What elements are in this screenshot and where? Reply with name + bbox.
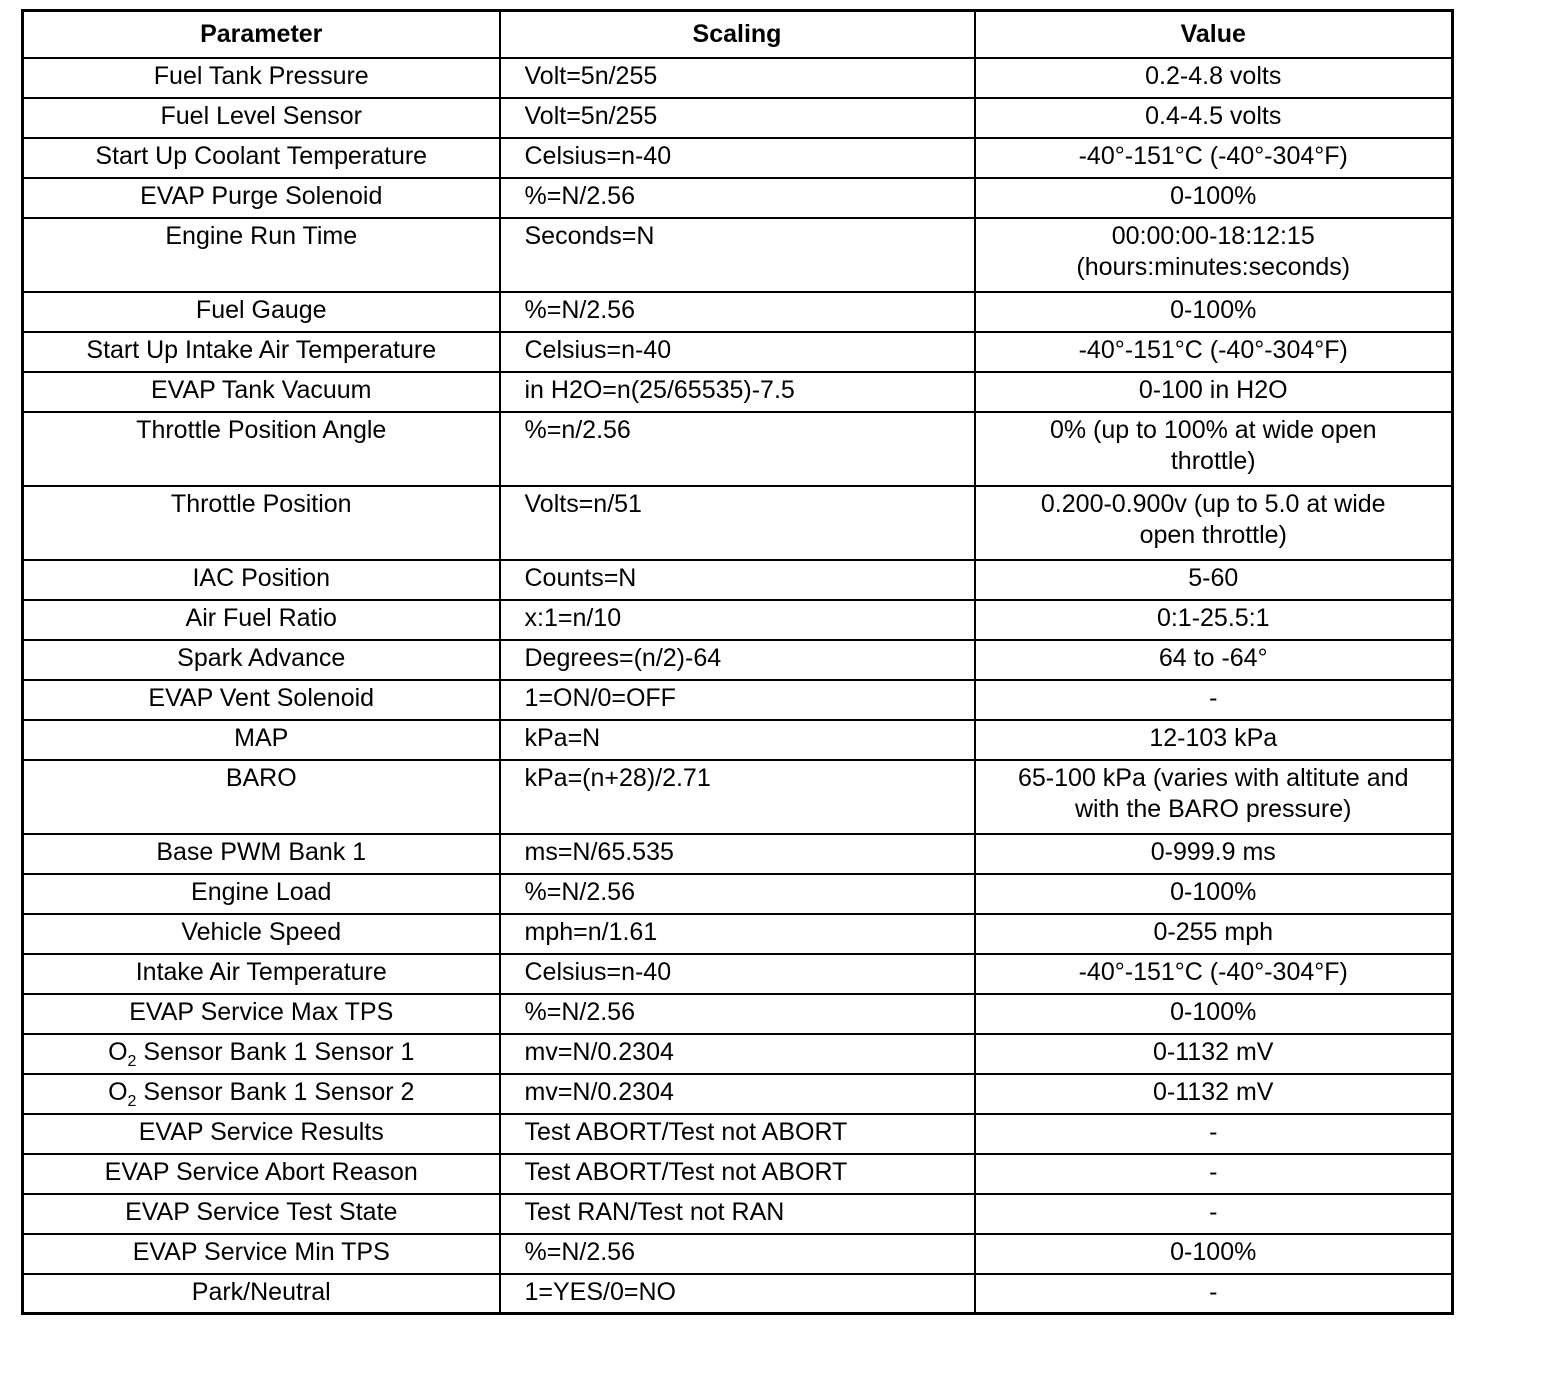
table-row — [23, 1274, 1453, 1314]
parameter-cell: EVAP Vent Solenoid — [23, 680, 500, 720]
value-cell: 0:1-25.5:1 — [975, 600, 1453, 640]
table-row — [23, 412, 1453, 486]
value-cell: 0-1132 mV — [975, 1034, 1453, 1074]
table-row — [23, 1194, 1453, 1234]
parameter-cell: BARO — [23, 760, 500, 834]
table-row — [23, 914, 1453, 954]
table-header — [23, 11, 1453, 58]
parameter-cell: EVAP Service Results — [23, 1114, 500, 1154]
scaling-cell: 1=YES/0=NO — [500, 1274, 975, 1314]
table-row — [23, 1034, 1453, 1074]
table-row — [23, 994, 1453, 1034]
table-row — [23, 760, 1453, 834]
scaling-cell: Test ABORT/Test not ABORT — [500, 1114, 975, 1154]
table-row — [23, 138, 1453, 178]
scaling-cell: Celsius=n-40 — [500, 138, 975, 178]
table-row — [23, 680, 1453, 720]
parameter-subscript: 2 — [127, 1092, 137, 1110]
table-row — [23, 98, 1453, 138]
scaling-cell: 1=ON/0=OFF — [500, 680, 975, 720]
parameter-cell — [23, 1074, 500, 1114]
scaling-cell: %=N/2.56 — [500, 874, 975, 914]
header-scaling: Scaling — [500, 11, 975, 58]
value-cell: 0.4-4.5 volts — [975, 98, 1453, 138]
scaling-cell: kPa=N — [500, 720, 975, 760]
scaling-cell: %=N/2.56 — [500, 292, 975, 332]
scaling-cell: %=N/2.56 — [500, 1234, 975, 1274]
parameter-cell: IAC Position — [23, 560, 500, 600]
header-parameter: Parameter — [23, 11, 500, 58]
scaling-cell: %=N/2.56 — [500, 994, 975, 1034]
parameter-cell: Intake Air Temperature — [23, 954, 500, 994]
scaling-cell: Seconds=N — [500, 218, 975, 292]
parameter-suffix: Sensor Bank 1 Sensor 2 — [136, 1077, 415, 1106]
parameter-cell: Park/Neutral — [23, 1274, 500, 1314]
value-cell: 0-100% — [975, 994, 1453, 1034]
table-row — [23, 834, 1453, 874]
scaling-cell: Test ABORT/Test not ABORT — [500, 1154, 975, 1194]
value-cell: 0.2-4.8 volts — [975, 58, 1453, 98]
value-cell: 0-100 in H2O — [975, 372, 1453, 412]
parameter-prefix: O — [108, 1077, 128, 1106]
parameter-cell: Engine Load — [23, 874, 500, 914]
table-row — [23, 720, 1453, 760]
table-row — [23, 292, 1453, 332]
scaling-cell: Celsius=n-40 — [500, 332, 975, 372]
value-cell: 5-60 — [975, 560, 1453, 600]
value-cell: -40°-151°C (-40°-304°F) — [975, 954, 1453, 994]
parameter-prefix: O — [108, 1037, 128, 1066]
parameter-cell: EVAP Service Max TPS — [23, 994, 500, 1034]
parameter-cell: Spark Advance — [23, 640, 500, 680]
table-row — [23, 640, 1453, 680]
scaling-cell: Volt=5n/255 — [500, 98, 975, 138]
scaling-cell: ms=N/65.535 — [500, 834, 975, 874]
value-cell: -40°-151°C (-40°-304°F) — [975, 138, 1453, 178]
scan-data-table — [21, 9, 1454, 1315]
table-row — [23, 1114, 1453, 1154]
scaling-cell: Volt=5n/255 — [500, 58, 975, 98]
value-cell: - — [975, 1154, 1453, 1194]
scaling-cell: in H2O=n(25/65535)-7.5 — [500, 372, 975, 412]
parameter-cell: Fuel Gauge — [23, 292, 500, 332]
scaling-cell: Degrees=(n/2)-64 — [500, 640, 975, 680]
table-body — [23, 58, 1453, 1314]
value-cell: 0-100% — [975, 1234, 1453, 1274]
scaling-cell: mv=N/0.2304 — [500, 1074, 975, 1114]
parameter-subscript: 2 — [127, 1052, 137, 1070]
table-row — [23, 218, 1453, 292]
table-row — [23, 560, 1453, 600]
table-row — [23, 1074, 1453, 1114]
scaling-cell: %=n/2.56 — [500, 412, 975, 486]
scaling-cell: Celsius=n-40 — [500, 954, 975, 994]
value-cell: 0.200-0.900v (up to 5.0 at wide open throttle) — [975, 486, 1453, 560]
scaling-cell: mph=n/1.61 — [500, 914, 975, 954]
value-cell: 64 to -64° — [975, 640, 1453, 680]
parameter-cell: Start Up Intake Air Temperature — [23, 332, 500, 372]
parameter-cell: Fuel Level Sensor — [23, 98, 500, 138]
parameter-cell: Base PWM Bank 1 — [23, 834, 500, 874]
parameter-cell: EVAP Purge Solenoid — [23, 178, 500, 218]
parameter-cell: EVAP Service Test State — [23, 1194, 500, 1234]
scaling-cell: mv=N/0.2304 — [500, 1034, 975, 1074]
value-cell: 0-1132 mV — [975, 1074, 1453, 1114]
parameter-cell — [23, 1034, 500, 1074]
value-cell: 12-103 kPa — [975, 720, 1453, 760]
value-cell: 0-100% — [975, 178, 1453, 218]
value-cell: 00:00:00-18:12:15 (hours:minutes:seconds) — [975, 218, 1453, 292]
parameter-suffix: Sensor Bank 1 Sensor 1 — [136, 1037, 415, 1066]
parameter-cell: Fuel Tank Pressure — [23, 58, 500, 98]
table-row — [23, 600, 1453, 640]
header-value: Value — [975, 11, 1453, 58]
scaling-cell: kPa=(n+28)/2.71 — [500, 760, 975, 834]
value-cell: - — [975, 1194, 1453, 1234]
parameter-cell: Throttle Position Angle — [23, 412, 500, 486]
table-row — [23, 954, 1453, 994]
table-row — [23, 58, 1453, 98]
table-row — [23, 486, 1453, 560]
scaling-cell: Test RAN/Test not RAN — [500, 1194, 975, 1234]
parameter-cell: Engine Run Time — [23, 218, 500, 292]
value-cell: 0-255 mph — [975, 914, 1453, 954]
value-cell: 0-100% — [975, 292, 1453, 332]
parameter-cell: Throttle Position — [23, 486, 500, 560]
table-row — [23, 332, 1453, 372]
header-row — [23, 11, 1453, 58]
table-row — [23, 1154, 1453, 1194]
value-cell: - — [975, 680, 1453, 720]
table-row — [23, 178, 1453, 218]
parameter-cell: EVAP Service Abort Reason — [23, 1154, 500, 1194]
value-cell: 0% (up to 100% at wide open throttle) — [975, 412, 1453, 486]
scaling-cell: Counts=N — [500, 560, 975, 600]
table-row — [23, 1234, 1453, 1274]
scaling-cell: %=N/2.56 — [500, 178, 975, 218]
value-cell: 65-100 kPa (varies with altitute and with the BARO pressure) — [975, 760, 1453, 834]
value-cell: 0-999.9 ms — [975, 834, 1453, 874]
parameter-cell: MAP — [23, 720, 500, 760]
value-cell: 0-100% — [975, 874, 1453, 914]
value-cell: - — [975, 1114, 1453, 1154]
parameter-cell: Air Fuel Ratio — [23, 600, 500, 640]
value-cell: - — [975, 1274, 1453, 1314]
table-row — [23, 874, 1453, 914]
table-row — [23, 372, 1453, 412]
parameter-cell: Start Up Coolant Temperature — [23, 138, 500, 178]
parameter-cell: EVAP Service Min TPS — [23, 1234, 500, 1274]
parameter-cell: EVAP Tank Vacuum — [23, 372, 500, 412]
scaling-cell: Volts=n/51 — [500, 486, 975, 560]
value-cell: -40°-151°C (-40°-304°F) — [975, 332, 1453, 372]
parameter-cell: Vehicle Speed — [23, 914, 500, 954]
scaling-cell: x:1=n/10 — [500, 600, 975, 640]
